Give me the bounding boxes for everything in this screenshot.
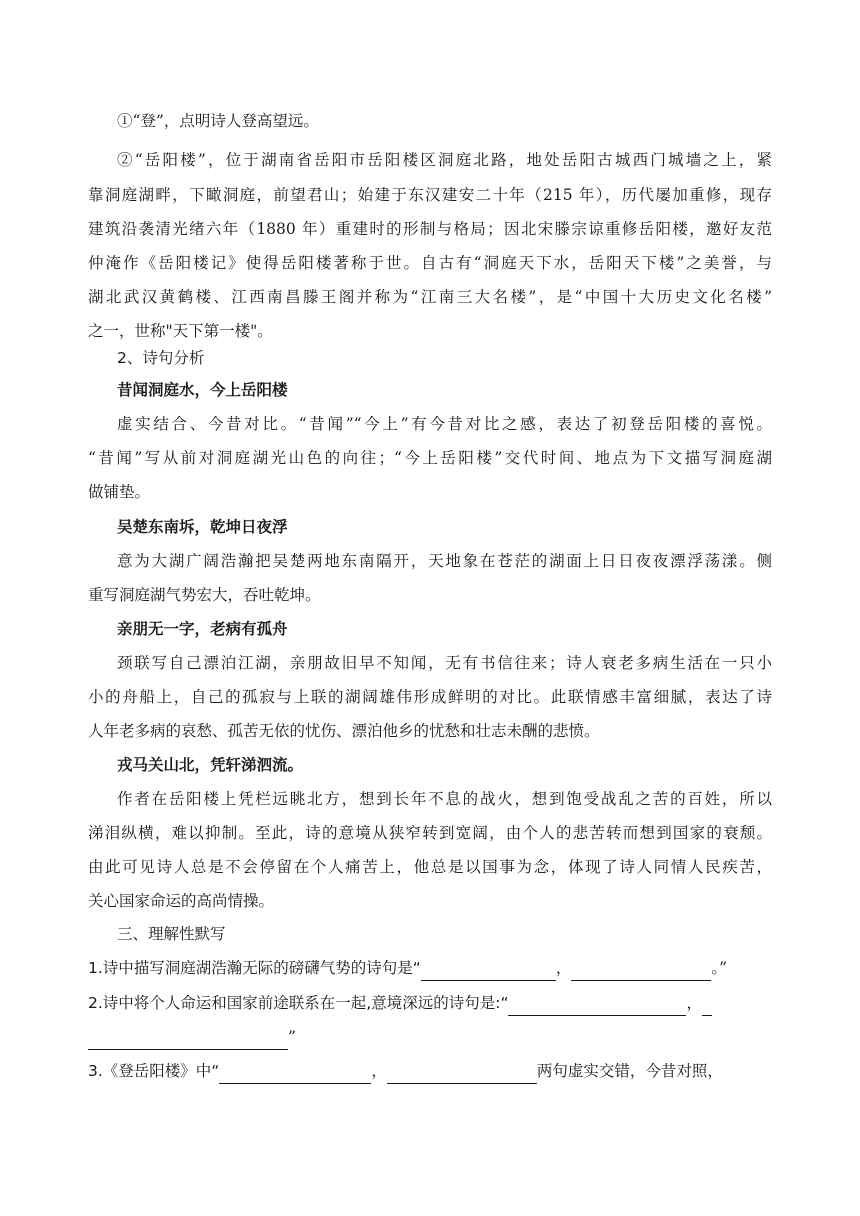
answer-blank[interactable]: [508, 999, 686, 1016]
question-3-suffix: 两句虚实交错，今昔对照，: [536, 1062, 723, 1080]
note-yueyanglou-line: 靠洞庭湖畔，下瞰洞庭，前望君山；始建于东汉建安二十年（215 年），历代屡加重修，现存: [88, 186, 772, 204]
question-1-suffix: 。”: [711, 959, 728, 977]
verse-title: 吴楚东南坼，乾坤日夜浮: [117, 518, 288, 536]
question-3: [88, 1061, 723, 1081]
question-1-prefix: 1.诗中描写洞庭湖浩瀚无际的磅礴气势的诗句是“: [88, 959, 421, 977]
note-yueyanglou-line: ②“岳阳楼”，位于湖南省岳阳市岳阳楼区洞庭北路，地处岳阳古城西门城墙之上，紧: [117, 151, 772, 169]
question-2-prefix: 2.诗中将个人命运和国家前途联系在一起,意境深远的诗句是:“: [88, 994, 509, 1012]
verse-analysis-line: 关心国家命运的高尚情操。: [88, 892, 275, 910]
answer-blank[interactable]: [219, 1067, 371, 1084]
verse-analysis-line: 小的舟船上，自己的孤寂与上联的湖阔雄伟形成鲜明的对比。此联情感丰富细腻，表达了诗: [88, 688, 772, 706]
note-deng: ①“登”，点明诗人登高望远。: [117, 112, 319, 130]
verse-analysis-line: 虚实结合、今昔对比。“昔闻”“今上”有今昔对比之感，表达了初登岳阳楼的喜悦。: [117, 415, 772, 433]
verse-analysis-line: 由此可见诗人总是不会停留在个人痛苦上，他总是以国事为念，体现了诗人同情人民疾苦，: [88, 858, 772, 876]
verse-title: 昔闻洞庭水，今上岳阳楼: [117, 381, 288, 399]
answer-blank[interactable]: [88, 1033, 288, 1050]
note-yueyanglou-line: 建筑沿袭清光绪六年（1880 年）重建时的形制与格局；因北宋滕宗谅重修岳阳楼，邀好友范: [88, 220, 772, 238]
question-2-continued: [88, 1027, 296, 1047]
verse-title: 亲朋无一字，老病有孤舟: [117, 620, 288, 638]
answer-blank[interactable]: [387, 1067, 537, 1084]
answer-blank[interactable]: [421, 964, 556, 981]
question-2: [88, 993, 712, 1013]
verse-title: 戎马关山北，凭轩涕泗流。: [117, 756, 304, 774]
question-1-sep: ，: [555, 959, 572, 977]
verse-analysis-line: “昔闻”写从前对洞庭湖光山色的向往；“今上岳阳楼”交代时间、地点为下文描写洞庭湖: [88, 449, 772, 467]
note-yueyanglou-line: 湖北武汉黄鹤楼、江西南昌滕王阁并称为“江南三大名楼”，是“中国十大历史文化名楼”: [88, 288, 772, 306]
verse-analysis-line: 做铺垫。: [88, 483, 151, 501]
answer-blank[interactable]: [571, 964, 711, 981]
note-yueyanglou-line: 之一，世称"天下第一楼"。: [88, 322, 273, 340]
question-2-sep: ，: [686, 994, 702, 1012]
verse-analysis-line: 涕泪纵横，难以抑制。至此，诗的意境从狭窄转到宽阔，由个人的悲苦转而想到国家的衰颓。: [88, 824, 772, 842]
section-3-heading: 三、理解性默写: [117, 925, 226, 943]
question-3-prefix: 3.《登岳阳楼》中“: [88, 1062, 220, 1080]
verse-analysis-line: 重写洞庭湖气势宏大，吞吐乾坤。: [88, 586, 321, 604]
answer-blank[interactable]: [702, 999, 712, 1016]
verse-analysis-line: 意为大湖广阔浩瀚把吴楚两地东南隔开，天地象在苍茫的湖面上日日夜夜漂浮荡漾。侧: [117, 552, 772, 570]
question-3-sep: ，: [371, 1062, 387, 1080]
section-2-heading: 2、诗句分析: [117, 349, 205, 367]
verse-analysis-line: 作者在岳阳楼上凭栏远眺北方，想到长年不息的战火，想到饱受战乱之苦的百姓，所以: [117, 790, 772, 808]
verse-analysis-line: 颈联写自己漂泊江湖，亲朋故旧早不知闻，无有书信往来；诗人衰老多病生活在一只小: [117, 654, 772, 672]
verse-analysis-line: 人年老多病的哀愁、孤苦无依的忧伤、漂泊他乡的忧愁和壮志未酬的悲愤。: [88, 722, 600, 740]
question-1: [88, 958, 727, 978]
note-yueyanglou-line: 仲淹作《岳阳楼记》使得岳阳楼著称于世。自古有“洞庭天下水，岳阳天下楼”之美誉，与: [88, 254, 772, 272]
question-2-suffix: ”: [288, 1028, 296, 1046]
